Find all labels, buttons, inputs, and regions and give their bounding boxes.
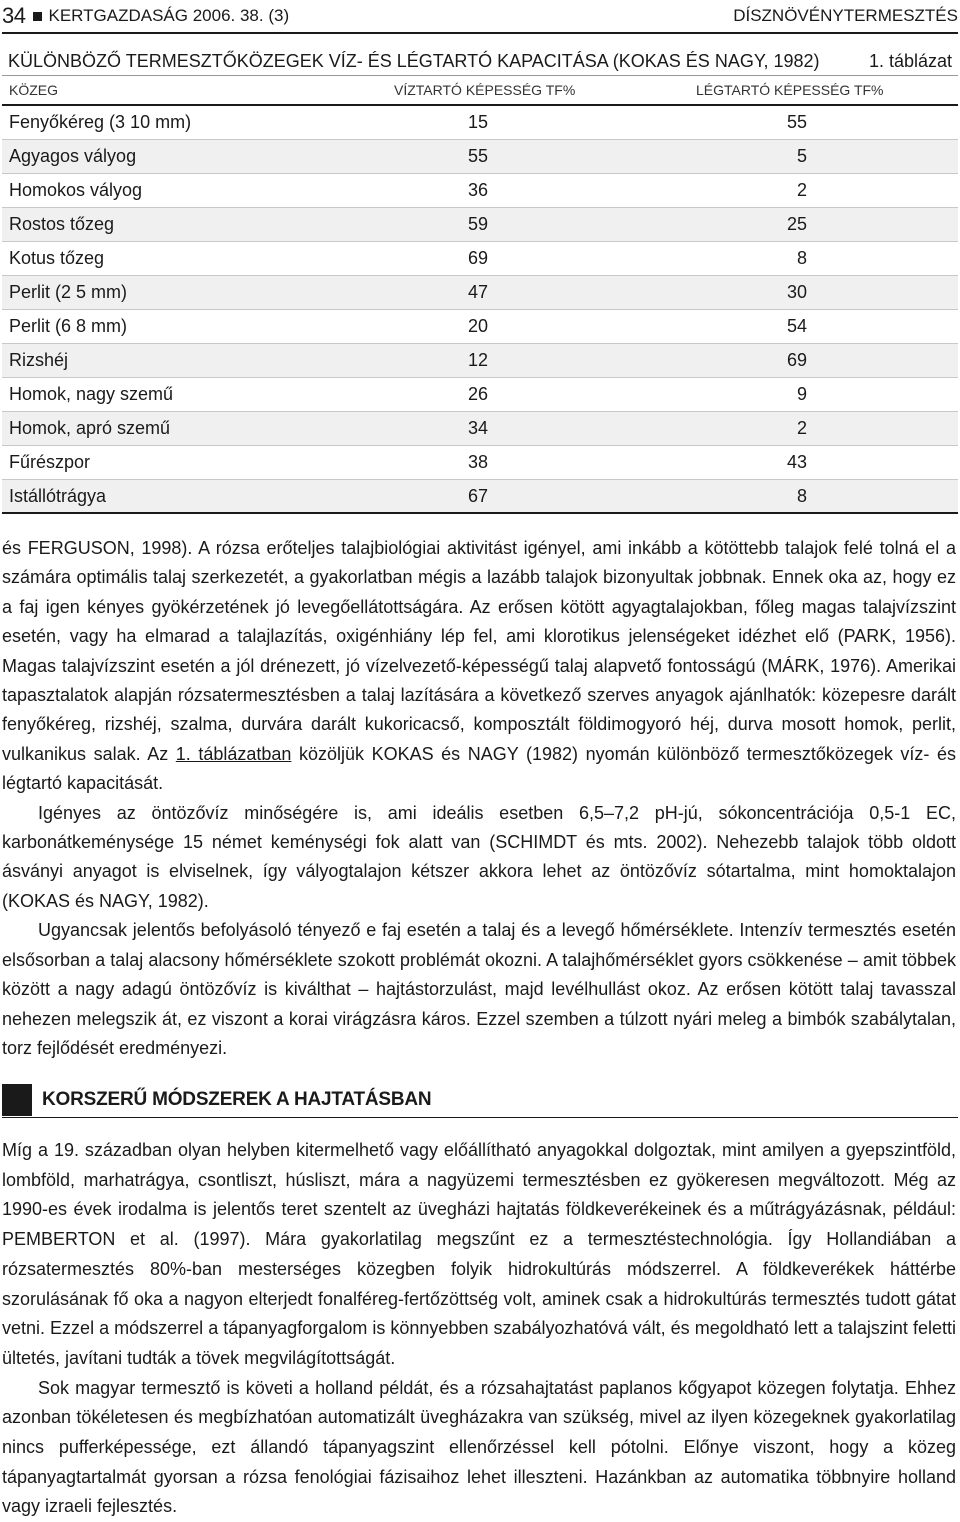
page-header — [2, 0, 958, 34]
cell-medium: Perlit (2 5 mm) — [9, 282, 128, 302]
cell-air: 5 — [796, 146, 807, 166]
cell-water: 26 — [468, 384, 489, 404]
cell-water: 20 — [468, 316, 489, 336]
column-header: VÍZTARTÓ KÉPESSÉG TF% — [394, 82, 576, 98]
table-row — [2, 140, 958, 174]
cell-medium: Rizshéj — [9, 350, 69, 370]
cell-water: 55 — [468, 146, 489, 166]
cell-water: 34 — [468, 418, 489, 438]
table-row — [2, 480, 958, 514]
section-title: KORSZERŰ MÓDSZEREK A HAJTATÁSBAN — [42, 1089, 432, 1110]
paragraph-text: és FERGUSON, 1998). A rózsa erőteljes talajbiológiai aktivitást igényel, ami inkább a kötöttebb talajok felé tolná el a számára optimális talaj szerkezetét, a gyakorlatban mégis a lazább talajok bizonyultak jobbnak. Ennek oka az, hogy ez a faj igen kényes gyökérzetének jó levegőellátottságára. Az erősen kötött agyagtalajokban, főleg magas talajvízszint esetén, vagy ha elmarad a talajlazítás, oxigénhiány lép fel, ami klorotikus jelenségeket idézhet elő (PARK, 1956). Magas talajvízszint esetén a jól drénezett, jó vízelvezető-képességű talaj alapvető fontosságú (MÁRK, 1976). Amerikai tapasztalatok alapján rózsatermesztésben a talaj lazítására a következő szerves anyagok ajánlhatók: közepesre darált fenyőkéreg, rizshéj, szalma, durvára darált kukoricacső, komposztált földimogyoró héj, durva mosott homok, perlit, vulkanikus salak. Az — [2, 538, 956, 764]
cell-water: 36 — [468, 180, 489, 200]
square-bullet-icon — [33, 12, 42, 21]
page-number: 34 — [2, 3, 26, 28]
cell-medium: Fűrészpor — [9, 452, 91, 472]
cell-air: 54 — [786, 316, 807, 336]
cell-medium: Homokos vályog — [9, 180, 143, 200]
cell-water: 12 — [468, 350, 489, 370]
cell-air: 8 — [796, 485, 807, 506]
cell-medium: Kotus tőzeg — [9, 248, 105, 268]
table-title-row — [2, 48, 958, 76]
cell-medium: Istállótrágya — [9, 485, 107, 506]
column-header: LÉGTARTÓ KÉPESSÉG TF% — [696, 82, 884, 98]
cell-air: 55 — [786, 112, 807, 132]
cell-water: 38 — [468, 452, 489, 472]
journal-info: KERTGAZDASÁG 2006. 38. (3) — [48, 6, 290, 25]
article-body — [2, 534, 956, 1063]
paragraph-text: közöljük KOKAS és NAGY (1982) nyomán különböző termesztőközegek víz- és légtartó kapacitását. — [2, 743, 957, 794]
cell-medium: Agyagos vályog — [9, 146, 137, 166]
table-row — [2, 208, 958, 242]
column-header: KÖZEG — [9, 82, 59, 98]
paragraph: Míg a 19. században olyan helyben kitermelhető vagy előállítható anyagokkal dolgoztak, mint amilyen a gyepszintföld, lombföld, marhatrágya, csontliszt, húsliszt, mára a nagyüzemi termesztésben ez gyökeresen megváltozott. Még az 1990-es évek irodalma is jelentős teret szentelt az üvegházi hajtatás földkeverékeinek és a műtrágyázásnak, például: PEMBERTON et al. (1997). Mára gyakorlatilag megszűnt ez a termesztéstechnológia. Így Hollandiában a rózsatermesztés 80%-ban mesterséges közegben folyik hidrokultúrás módszerrel. A földkeverékek háttérbe szorulásának fő oka a nagyon elterjedt fonalféreg-fertőzöttség volt, aminek csak a hidrokultúrás termesztés tudott gátat vetni. Ezzel a módszerrel a tápanyagforgalom is könnyebben szabályozhatóvá vált, és megoldható lett a talajszint feletti ültetés, javítani tudták a tövek megvilágítottságát. — [2, 1140, 956, 1368]
cell-air: 43 — [786, 452, 807, 472]
table-row — [2, 378, 958, 412]
cell-air: 8 — [796, 248, 807, 268]
table-title: KÜLÖNBÖZŐ TERMESZTŐKÖZEGEK VÍZ- ÉS LÉGTARTÓ KAPACITÁSA (KOKAS ÉS NAGY, 1982) — [8, 51, 820, 71]
cell-water: 67 — [468, 485, 489, 506]
table-row — [2, 106, 958, 140]
table-row — [2, 310, 958, 344]
cell-medium: Homok, apró szemű — [9, 418, 171, 438]
table-row — [2, 412, 958, 446]
paragraph — [2, 534, 956, 799]
section-heading — [2, 1083, 958, 1118]
section-block-icon — [2, 1084, 32, 1116]
section-name: DÍSZNÖVÉNYTERMESZTÉS — [733, 6, 958, 25]
cell-medium: Rostos tőzeg — [9, 214, 115, 234]
table-row — [2, 276, 958, 310]
cell-water: 15 — [468, 112, 489, 132]
table-reference-link[interactable]: 1. táblázatban — [175, 743, 292, 764]
cell-water: 59 — [468, 214, 489, 234]
paragraph: Igényes az öntözővíz minőségére is, ami ideális esetben 6,5–7,2 pH-jú, sókoncentrációja 0,5-1 EC, karbonátkeménysége 15 német keménységi fok alatt van (SCHIMDT és mts. 2002). Nehezebb talajok több oldott ásványi anyagot is elviselnek, így vályogtalajon kétszer akkora lehet az öntözővíz sótartalma, mint homoktalajon (KOKAS és NAGY, 1982). — [2, 802, 956, 911]
cell-air: 30 — [786, 282, 807, 302]
header-left — [2, 3, 289, 29]
cell-air: 25 — [786, 214, 807, 234]
table-row — [2, 446, 958, 480]
section-body — [2, 1136, 956, 1522]
table-row — [2, 174, 958, 208]
cell-medium: Homok, nagy szemű — [9, 384, 174, 404]
data-table — [2, 48, 958, 514]
table-row — [2, 344, 958, 378]
cell-air: 9 — [796, 384, 807, 404]
paragraph: Sok magyar termesztő is követi a holland példát, és a rózsahajtatást paplanos kőgyapot közegen folytatja. Ehhez azonban tökéletesen és megbízhatóan automatizált üvegházakra van szükség, mivel az ilyen közegeknek gyakorlatilag nincs pufferképessége, ezt állandó tápanyagszint ellenőrzéssel kell pótolni. Előnye viszont, hogy a közeg tápanyagtartalmát gyorsan a rózsa fenológiai fázisaihoz lehet illeszteni. Hazánkban az automatika többnyire holland vagy izraeli fejlesztés. — [2, 1377, 956, 1517]
cell-medium: Fenyőkéreg (3 10 mm) — [9, 112, 192, 132]
table-row — [2, 242, 958, 276]
paragraph: Ugyancsak jelentős befolyásoló tényező e faj esetén a talaj és a levegő hőmérséklete. Intenzív termesztés esetén elsősorban a talaj alacsony hőmérséklete szokott problémát okozni. A talajhőmérséklet gyors csökkenése – amit többek között a nagy adagú öntözővíz is kiválthat – hajtástorzulást, majd levélhullást okoz. Az erősen kötött talaj tavasszal nehezen melegszik át, ez viszont a korai virágzásra káros. Ezzel szemben a túlzott nyári meleg a bimbók szabálytalan, torz fejlődését eredményezi. — [2, 920, 956, 1058]
table-label: 1. táblázat — [868, 51, 952, 71]
cell-water: 69 — [468, 248, 489, 268]
cell-air: 2 — [796, 180, 807, 200]
table-body — [2, 106, 958, 514]
cell-medium: Perlit (6 8 mm) — [9, 316, 128, 336]
cell-air: 69 — [786, 350, 807, 370]
cell-air: 2 — [796, 418, 807, 438]
cell-water: 47 — [468, 282, 489, 302]
table-header-row — [2, 76, 958, 106]
